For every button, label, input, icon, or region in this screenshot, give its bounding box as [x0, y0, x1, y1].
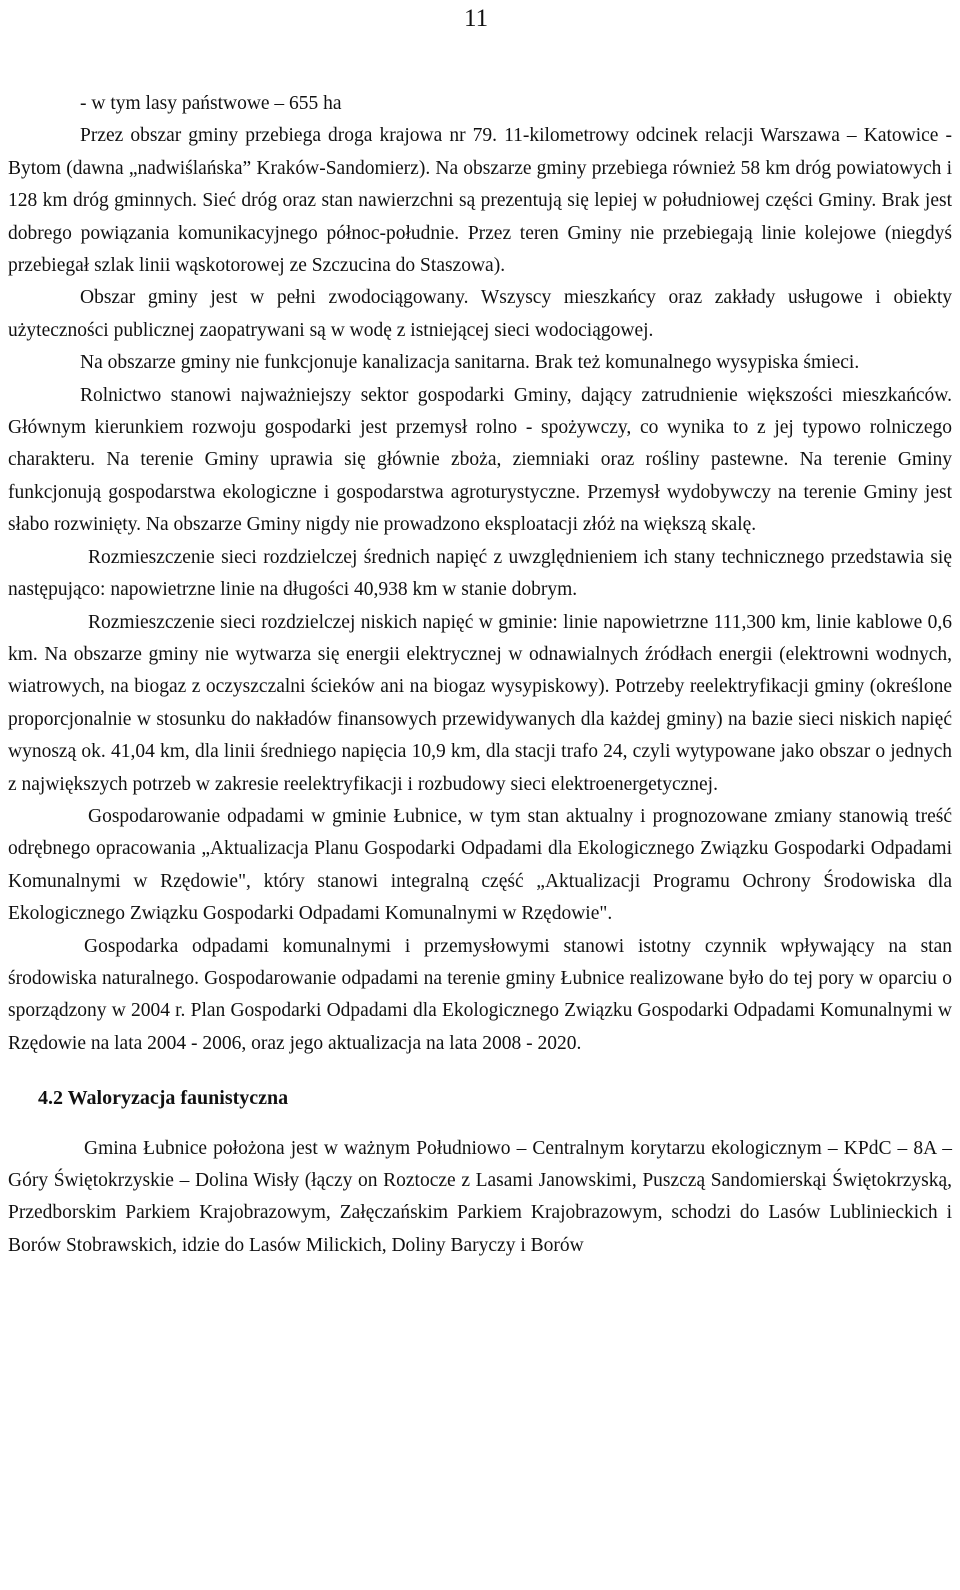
paragraph-waste-management: Gospodarowanie odpadami w gminie Łubnice, w tym stan aktualny i prognozowane zmiany stanowią treść odrębnego opracowania „Aktualizacja Planu Gospodarki Odpadami dla Ekologicznego Związku Gospodarki Odpadami Komunalnymi w Rzędowie", który stanowi integralną część „Aktualizacji Programu Ochrony Środowiska dla Ekologicznego Związku Gospodarki Odpadami Komunalnymi w Rzędowie".: [8, 805, 952, 925]
paragraph-fauna: Gmina Łubnice położona jest w ważnym Południowo – Centralnym korytarzu ekologicznym – KPdC – 8A – Góry Świętokrzyskie – Dolina Wisły (łączy on Roztocze z Lasami Janowskimi, Puszczą Sandomierskąi Świętokrzyską, Przedborskim Parkiem Krajobrazowym, Załęczańskim Parkiem Krajobrazowym, schodzi do Lasów Lublinieckich i Borów Stobrawskich, idzie do Lasów Milickich, Doliny Baryczy i Borów: [8, 1137, 952, 1256]
paragraph-waste-plan: Gospodarka odpadami komunalnymi i przemysłowymi stanowi istotny czynnik wpływający na stan środowiska naturalnego. Gospodarowanie odpadami na terenie gminy Łubnice realizowane było do tej pory w oparciu o sporządzony w 2004 r. Plan Gospodarki Odpadami dla Ekologicznego Związku Gospodarki Odpadami Komunalnymi w Rzędowie na lata 2004 - 2006, oraz jego aktualizacja na lata 2008 - 2020.: [8, 935, 952, 1054]
paragraph-low-voltage: Rozmieszczenie sieci rozdzielczej niskich napięć w gminie: linie napowietrzne 111,300 km, linie kablowe 0,6 km. Na obszarze gminy nie wytwarza się energii elektrycznej w odnawialnych źródłach energii (elektrowni wodnych, wiatrowych, na biogaz z oczyszczalni ścieków ani na biogaz wysypiskowy). Potrzeby reelektryfikacji gminy (określone proporcjonalnie w stosunku do nakładów finansowych przewidywanych dla każdej gminy) na bazie sieci niskich napięć wynoszą ok. 41,04 km, dla linii średniego napięcia 10,9 km, dla stacji trafo 24, czyli wytypowane jako obszar o jednych z największych potrzeb w zakresie reelektryfikacji i rozbudowy sieci elektroenergetycznej.: [8, 611, 952, 795]
page-number: 11: [464, 5, 489, 32]
document-body: [8, 88, 952, 1262]
paragraph-sewage: Na obszarze gminy nie funkcjonuje kanalizacja sanitarna. Brak też komunalnego wysypiska śmieci.: [80, 352, 860, 374]
paragraph-roads: Przez obszar gminy przebiega droga krajowa nr 79. 11-kilometrowy odcinek relacji Warszawa – Katowice - Bytom (dawna „nadwiślańska” Kraków-Sandomierz). Na obszarze gminy przebiega również 58 km dróg powiatowych i 128 km dróg gminnych. Sieć dróg oraz stan nawierzchni są prezentują się lepiej w południowej części Gminy. Brak jest dobrego powiązania komunikacyjnego północ-południe. Przez teren Gminy nie przebiegają linie kolejowe (niegdyś przebiegał szlak linii wąskotorowej ze Szczucina do Staszowa).: [8, 125, 952, 277]
section-heading: 4.2 Waloryzacja faunistyczna: [38, 1087, 289, 1110]
paragraph-agriculture: Rolnictwo stanowi najważniejszy sektor gospodarki Gminy, dający zatrudnienie większości mieszkańców. Głównym kierunkiem rozwoju gospodarki jest przemysł rolno - spożywczy, co wynika to z jej typowo rolniczego charakteru. Na terenie Gminy uprawia się głównie zboża, ziemniaki oraz rośliny pastewne. Na terenie Gminy funkcjonują gospodarstwa ekologiczne i gospodarstwa agroturystyczne. Przemysł wydobywczy na terenie Gminy jest słabo rozwinięty. Na obszarze Gminy nigdy nie prowadzono eksploatacji złóż na większą skalę.: [8, 384, 952, 536]
paragraph-forests: - w tym lasy państwowe – 655 ha: [80, 93, 342, 114]
paragraph-water-supply: Obszar gminy jest w pełni zwodociągowany. Wszyscy mieszkańcy oraz zakłady usługowe i obiekty użyteczności publicznej zaopatrywani są w wodę z istniejącej sieci wodociągowej.: [8, 287, 952, 341]
paragraph-medium-voltage: Rozmieszczenie sieci rozdzielczej średnich napięć z uwzględnieniem ich stany technicznego przedstawia się następująco: napowietrzne linie na długości 40,938 km w stanie dobrym.: [8, 546, 952, 601]
